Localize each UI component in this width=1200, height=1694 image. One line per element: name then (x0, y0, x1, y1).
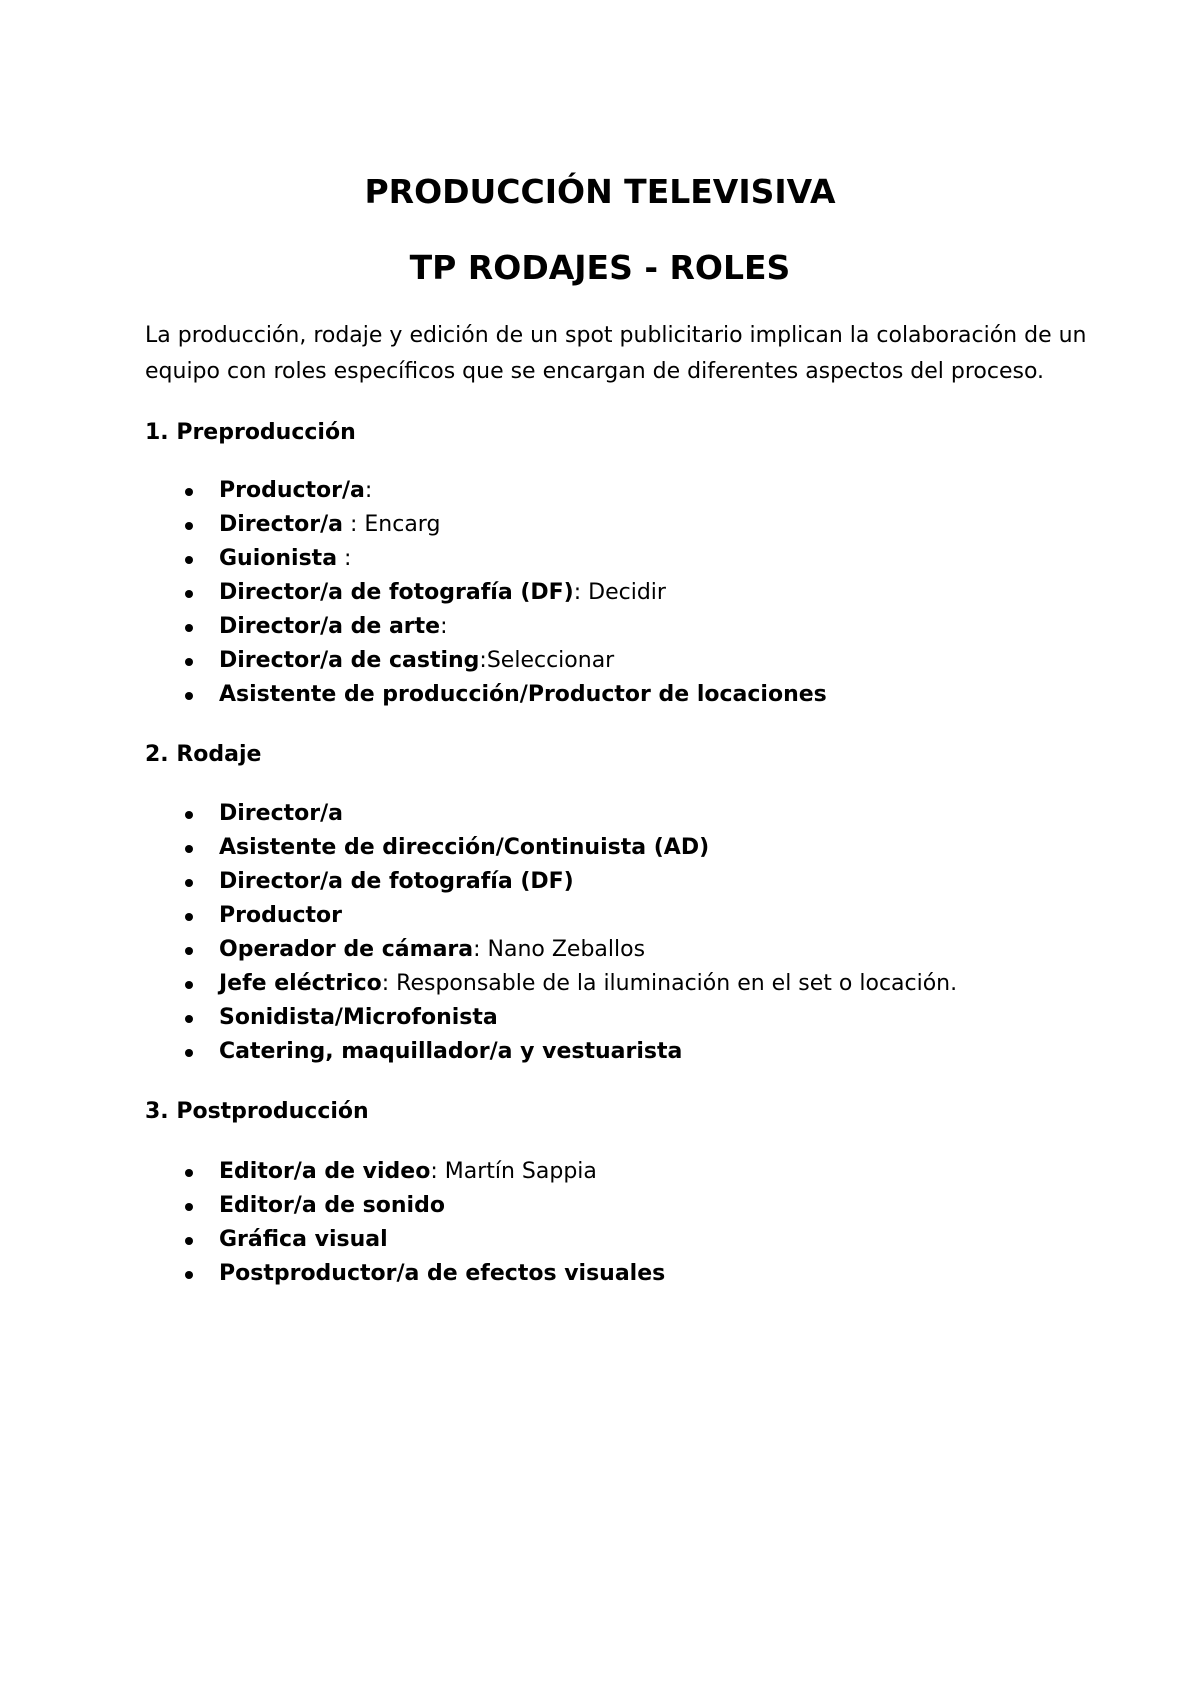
bullet-icon (185, 624, 193, 632)
role-name: Productor (219, 903, 343, 928)
bullet-icon (185, 845, 193, 853)
section-heading-preproduccion: 1. Preproducción (145, 420, 356, 445)
bullet-icon (185, 590, 193, 598)
role-description: : Martín Sappia (430, 1159, 597, 1184)
role-name: Asistente de producción/Productor de locaciones (219, 682, 827, 707)
role-name: Editor/a de sonido (219, 1193, 445, 1218)
role-name: Director/a de fotografía (DF) (219, 580, 574, 605)
document-title: PRODUCCIÓN TELEVISIVA (364, 172, 836, 211)
bullet-icon (185, 879, 193, 887)
role-description: : Responsable de la iluminación en el set o locación. (381, 971, 958, 996)
role-name: Operador de cámara (219, 937, 474, 962)
role-name: Guionista (219, 546, 338, 571)
bullet-icon (185, 556, 193, 564)
role-description: : Decidir (573, 580, 666, 605)
role-name: Postproductor/a de efectos visuales (219, 1261, 666, 1286)
role-name: Editor/a de video (219, 1159, 431, 1184)
role-name: Gráfica visual (219, 1227, 388, 1252)
bullet-icon (185, 1203, 193, 1211)
role-name: Productor/a (219, 478, 365, 503)
document-subtitle: TP RODAJES - ROLES (409, 248, 791, 287)
role-description: :Seleccionar (479, 648, 615, 673)
role-description: : (337, 546, 352, 571)
role-description: : (364, 478, 373, 503)
role-name: Director/a (219, 801, 343, 826)
bullet-icon (185, 1169, 193, 1177)
bullet-icon (185, 947, 193, 955)
role-name: Director/a de casting (219, 648, 480, 673)
role-name: Director/a de arte (219, 614, 441, 639)
intro-paragraph: La producción, rodaje y edición de un spot publicitario implican la colaboración de un equipo con roles específicos que se encargan de diferentes aspectos del proceso. (145, 323, 1087, 384)
role-name: Catering, maquillador/a y vestuarista (219, 1039, 683, 1064)
section-heading-postproduccion: 3. Postproducción (145, 1099, 369, 1124)
role-description: : (440, 614, 448, 639)
role-description: : Encarg (342, 512, 441, 537)
bullet-icon (185, 811, 193, 819)
role-description: : Nano Zeballos (473, 937, 646, 962)
bullet-icon (185, 658, 193, 666)
role-name: Director/a (219, 512, 343, 537)
role-name: Asistente de dirección/Continuista (AD) (219, 835, 710, 860)
bullet-icon (185, 1271, 193, 1279)
bullet-icon (185, 981, 193, 989)
bullet-icon (185, 1049, 193, 1057)
role-name: Sonidista/Microfonista (219, 1005, 498, 1030)
role-name: Director/a de fotografía (DF) (219, 869, 574, 894)
role-name: Jefe eléctrico (219, 971, 382, 996)
section-heading-rodaje: 2. Rodaje (145, 742, 262, 767)
bullet-icon (185, 1015, 193, 1023)
bullet-icon (185, 1237, 193, 1245)
bullet-icon (185, 692, 193, 700)
bullet-icon (185, 522, 193, 530)
bullet-icon (185, 913, 193, 921)
bullet-icon (185, 488, 193, 496)
